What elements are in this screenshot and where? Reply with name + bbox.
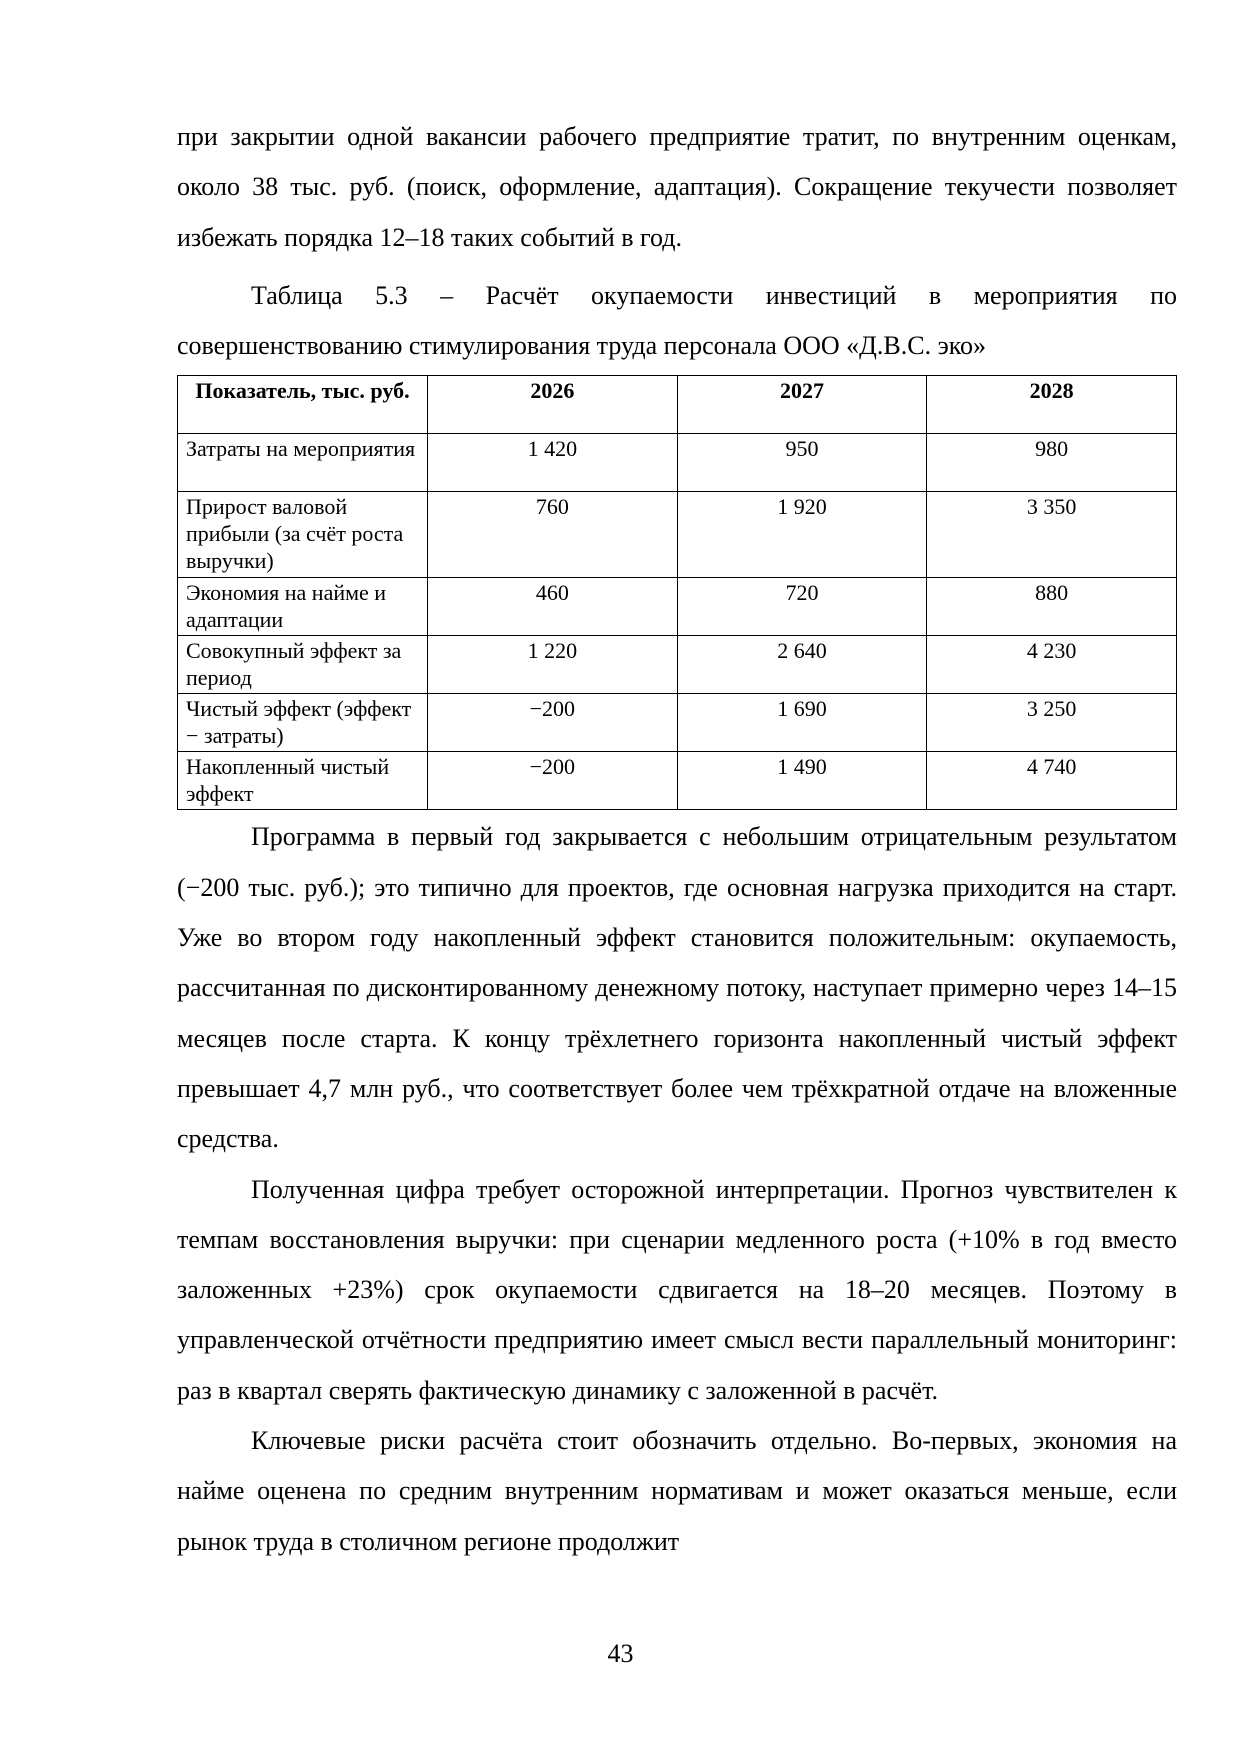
- row-label: Накопленный чистый эффект: [178, 752, 428, 810]
- cell-value: 3 350: [927, 492, 1177, 578]
- cell-value: 760: [428, 492, 678, 578]
- header-year-2028: 2028: [927, 376, 1177, 434]
- cell-value: 950: [677, 434, 927, 492]
- row-label: Совокупный эффект за период: [178, 636, 428, 694]
- header-year-2026: 2026: [428, 376, 678, 434]
- cell-value: 3 250: [927, 694, 1177, 752]
- document-page: [177, 112, 1177, 1567]
- table-caption: Таблица 5.3 – Расчёт окупаемости инвестиций в мероприятия по совершенствованию стимулирования труда персонала ООО «Д.В.С. эко»: [177, 280, 1177, 361]
- paragraph-key-risks: Ключевые риски расчёта стоит обозначить отдельно. Во-первых, экономия на найме оценена по средним внутренним нормативам и может оказаться меньше, если рынок труда в столичном регионе продолжит: [177, 1426, 1177, 1556]
- cell-value: 1 490: [677, 752, 927, 810]
- cell-value: 880: [927, 578, 1177, 636]
- table-row: [178, 578, 1177, 636]
- cell-value: −200: [428, 752, 678, 810]
- row-label: Прирост валовой прибыли (за счёт роста выручки): [178, 492, 428, 578]
- table-header-row: [178, 376, 1177, 434]
- table-row: [178, 492, 1177, 578]
- row-label: Чистый эффект (эффект − затраты): [178, 694, 428, 752]
- table-row: [178, 636, 1177, 694]
- paragraph-payback-analysis: Программа в первый год закрывается с небольшим отрицательным результатом (−200 тыс. руб.); это типично для проектов, где основная нагрузка приходится на старт. Уже во втором году накопленный эффект становится положительным: окупаемость, рассчитанная по дисконтированному денежному потоку, наступает примерно через 14–15 месяцев после старта. К концу трёхлетнего горизонта накопленный чистый эффект превышает 4,7 млн руб., что соответствует более чем трёхкратной отдаче на вложенные средства.: [177, 822, 1177, 1154]
- cell-value: 460: [428, 578, 678, 636]
- table-row: [178, 434, 1177, 492]
- cell-value: 1 920: [677, 492, 927, 578]
- row-label: Экономия на найме и адаптации: [178, 578, 428, 636]
- cell-value: −200: [428, 694, 678, 752]
- roi-table: [177, 375, 1177, 810]
- row-label: Затраты на мероприятия: [178, 434, 428, 492]
- cell-value: 4 740: [927, 752, 1177, 810]
- cell-value: 1 420: [428, 434, 678, 492]
- table-row: [178, 694, 1177, 752]
- paragraph-interpretation: Полученная цифра требует осторожной интерпретации. Прогноз чувствителен к темпам восстановления выручки: при сценарии медленного роста (+10% в год вместо заложенных +23%) срок окупаемости сдвигается на 18–20 месяцев. Поэтому в управленческой отчётности предприятию имеет смысл вести параллельный мониторинг: раз в квартал сверять фактическую динамику с заложенной в расчёт.: [177, 1174, 1177, 1405]
- page-number: 43: [607, 1639, 634, 1668]
- cell-value: 1 690: [677, 694, 927, 752]
- cell-value: 4 230: [927, 636, 1177, 694]
- header-indicator: Показатель, тыс. руб.: [178, 376, 428, 434]
- table-row: [178, 752, 1177, 810]
- header-year-2027: 2027: [677, 376, 927, 434]
- cell-value: 980: [927, 434, 1177, 492]
- paragraph-hiring-costs: при закрытии одной вакансии рабочего предприятие тратит, по внутренним оценкам, около 38 тыс. руб. (поиск, оформление, адаптация). Сокращение текучести позволяет избежать порядка 12–18 таких событий в год.: [177, 122, 1177, 252]
- cell-value: 720: [677, 578, 927, 636]
- cell-value: 1 220: [428, 636, 678, 694]
- cell-value: 2 640: [677, 636, 927, 694]
